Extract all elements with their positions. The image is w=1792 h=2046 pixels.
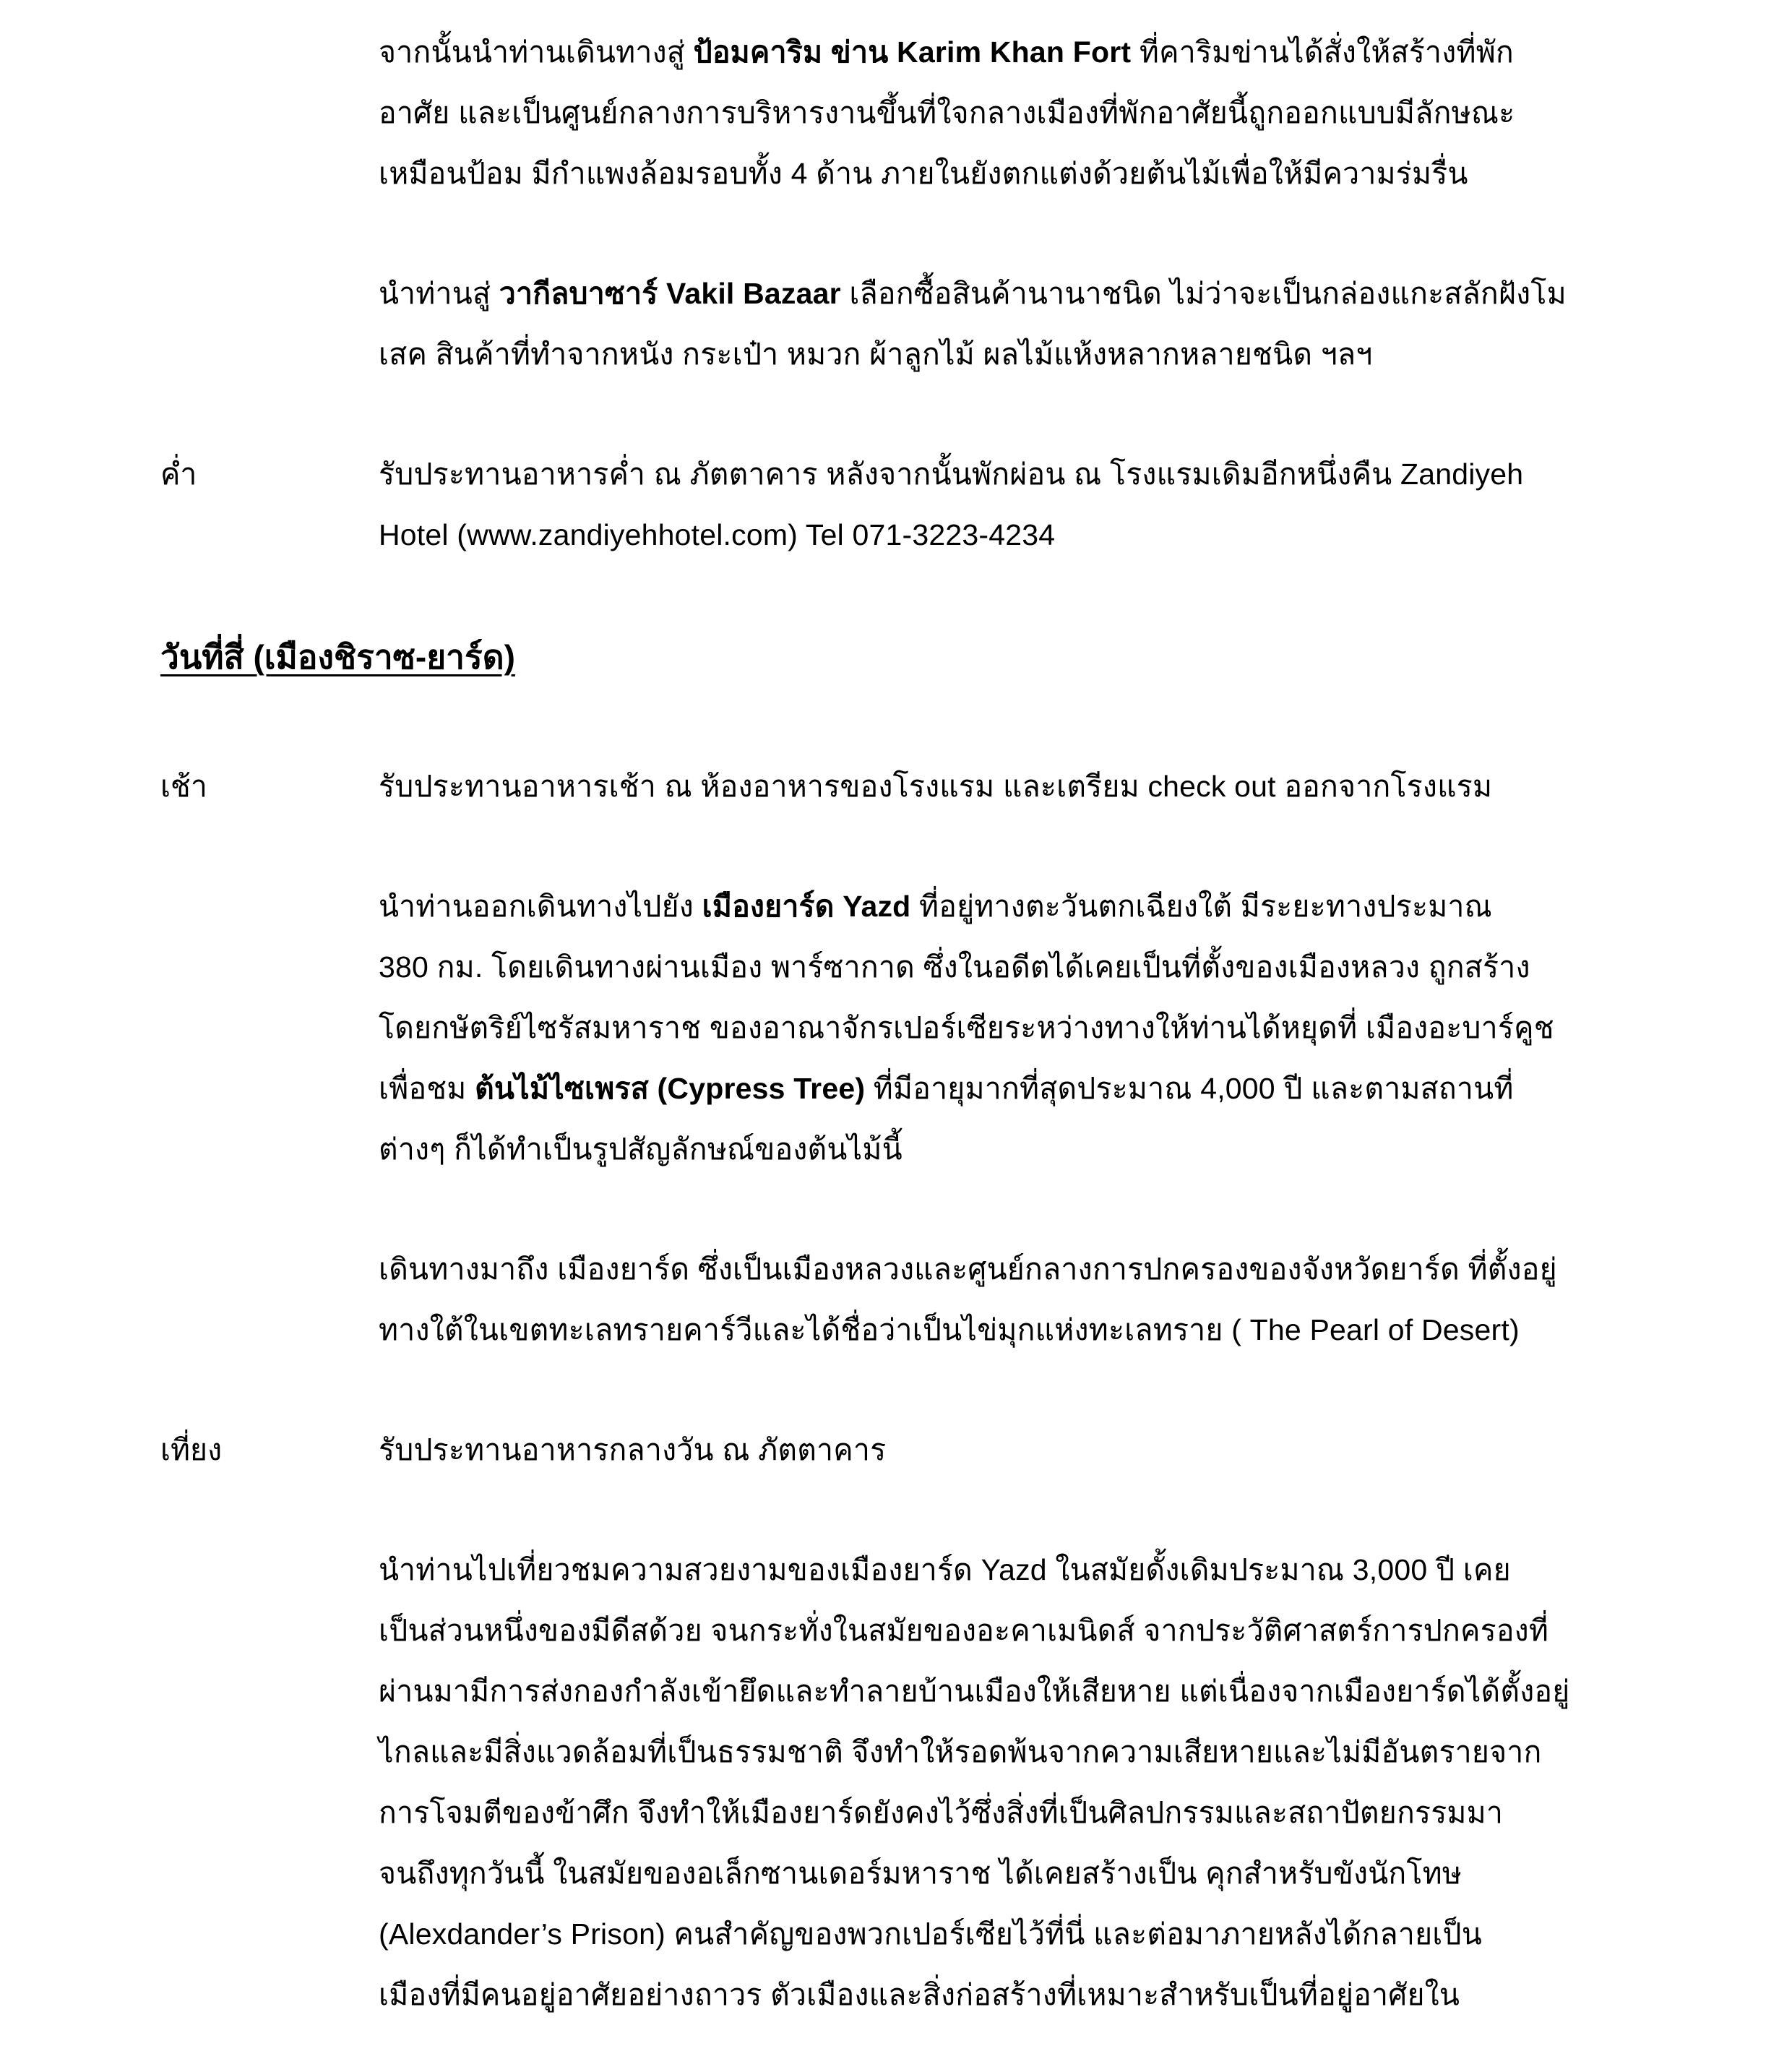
paragraph-karim-khan-line-1 bbox=[379, 33, 1514, 71]
meal-label-lunch: เที่ยง bbox=[160, 1433, 223, 1466]
paragraph-yazd-history-line-1: นำท่านไปเที่ยวชมความสวยงามของเมืองยาร์ด Yazd ในสมัยดั้งเดิมประมาณ 3,000 ปี เคย bbox=[379, 1553, 1511, 1586]
dinner-line-2: Hotel (www.zandiyehhotel.com) Tel 071-3223-4234 bbox=[379, 518, 1056, 551]
paragraph-yazd-arrival-line-2: ทางใต้ในเขตทะเลทรายคาร์วีและได้ชื่อว่าเป็นไข่มุกแห่งทะเลทราย ( The Pearl of Desert) bbox=[379, 1313, 1520, 1346]
meal-label-morning: เช้า bbox=[160, 770, 207, 803]
text-segment: นำท่านออกเดินทางไปยัง bbox=[379, 890, 702, 923]
paragraph-karim-khan-line-3: เหมือนป้อม มีกำแพงล้อมรอบทั้ง 4 ด้าน ภายในยังตกแต่งด้วยต้นไม้เพื่อให้มีความร่มรื่น bbox=[379, 157, 1468, 190]
text-segment: นำท่านสู่ bbox=[379, 277, 499, 310]
meal-label-dinner: ค่ำ bbox=[160, 457, 197, 491]
paragraph-vakil-bazaar-line-1 bbox=[379, 275, 1567, 312]
dinner-line-1: รับประทานอาหารค่ำ ณ ภัตตาคาร หลังจากนั้นพักผ่อน ณ โรงแรมเดิมอีกหนึ่งคืน Zandiyeh bbox=[379, 457, 1524, 491]
lunch-line-1: รับประทานอาหารกลางวัน ณ ภัตตาคาร bbox=[379, 1433, 887, 1466]
paragraph-yazd-history-line-8: เมืองที่มีคนอยู่อาศัยอย่างถาวร ตัวเมืองและสิ่งก่อสร้างที่เหมาะสำหรับเป็นที่อยู่อาศัยใน bbox=[379, 1978, 1460, 2011]
day-heading: วันที่สี่ (เมืองชิราซ-ยาร์ด) bbox=[160, 638, 515, 676]
morning-line-1: รับประทานอาหารเช้า ณ ห้องอาหารของโรงแรม และเตรียม check out ออกจากโรงแรม bbox=[379, 770, 1493, 803]
paragraph-yazd-history-line-4: ไกลและมีสิ่งแวดล้อมที่เป็นธรรมชาติ จึงทำให้รอดพ้นจากความเสียหายและไม่มีอันตรายจาก bbox=[379, 1735, 1542, 1768]
paragraph-yazd-history-line-3: ผ่านมามีการส่งกองกำลังเข้ายึดและทำลายบ้านเมืองให้เสียหาย แต่เนื่องจากเมืองยาร์ดได้ตั้งอยู่ bbox=[379, 1675, 1570, 1708]
paragraph-yazd-travel-line-4 bbox=[379, 1070, 1514, 1107]
paragraph-yazd-travel-line-1 bbox=[379, 887, 1492, 925]
bold-place-name: ป้อมคาริม ข่าน Karim Khan Fort bbox=[693, 35, 1132, 69]
text-segment: เพื่อชม bbox=[379, 1072, 475, 1105]
paragraph-yazd-arrival-line-1: เดินทางมาถึง เมืองยาร์ด ซึ่งเป็นเมืองหลวงและศูนย์กลางการปกครองของจังหวัดยาร์ด ที่ตั้งอยู่ bbox=[379, 1252, 1557, 1286]
paragraph-yazd-history-line-7: (Alexdander’s Prison) คนสำคัญของพวกเปอร์เซียไว้ที่นี่ และต่อมาภายหลังได้กลายเป็น bbox=[379, 1917, 1482, 1951]
bold-place-name: เมืองยาร์ด Yazd bbox=[702, 890, 911, 923]
paragraph-yazd-history-line-5: การโจมตีของข้าศึก จึงทำให้เมืองยาร์ดยังคงไว้ซึ่งสิ่งที่เป็นศิลปกรรมและสถาปัตยกรรมมา bbox=[379, 1796, 1504, 1829]
text-segment: จากนั้นนำท่านเดินทางสู่ bbox=[379, 35, 694, 69]
text-segment: เลือกซื้อสินค้านานาชนิด ไม่ว่าจะเป็นกล่องแกะสลักฝังโม bbox=[840, 277, 1567, 310]
text-segment: ที่อยู่ทางตะวันตกเฉียงใต้ มีระยะทางประมาณ bbox=[910, 890, 1492, 923]
paragraph-yazd-travel-line-3: โดยกษัตริย์ไซรัสมหาราช ของอาณาจักรเปอร์เซียระหว่างทางให้ท่านได้หยุดที่ เมืองอะบาร์คูช bbox=[379, 1011, 1554, 1044]
paragraph-yazd-travel-line-5: ต่างๆ ก็ได้ทำเป็นรูปสัญลักษณ์ของต้นไม้นี้ bbox=[379, 1132, 903, 1166]
paragraph-yazd-history-line-2: เป็นส่วนหนึ่งของมีดีสด้วย จนกระทั่งในสมัยของอะคาเมนิดส์ จากประวัติศาสตร์การปกครองที่ bbox=[379, 1614, 1549, 1647]
paragraph-vakil-bazaar-line-2: เสค สินค้าที่ทำจากหนัง กระเป๋า หมวก ผ้าลูกไม้ ผลไม้แห้งหลากหลายชนิด ฯลฯ bbox=[379, 338, 1373, 371]
bold-place-name: ต้นไม้ไซเพรส (Cypress Tree) bbox=[475, 1072, 866, 1105]
paragraph-yazd-travel-line-2: 380 กม. โดยเดินทางผ่านเมือง พาร์ซากาด ซึ่งในอดีตได้เคยเป็นที่ตั้งของเมืองหลวง ถูกสร้าง bbox=[379, 950, 1530, 984]
paragraph-karim-khan-line-2: อาศัย และเป็นศูนย์กลางการบริหารงานขึ้นที่ใจกลางเมืองที่พักอาศัยนี้ถูกออกแบบมีลักษณะ bbox=[379, 96, 1515, 129]
paragraph-yazd-history-line-6: จนถึงทุกวันนี้ ในสมัยของอเล็กซานเดอร์มหาราช ได้เคยสร้างเป็น คุกสำหรับขังนักโทษ bbox=[379, 1857, 1463, 1890]
text-segment: ที่มีอายุมากที่สุดประมาณ 4,000 ปี และตามสถานที่ bbox=[865, 1072, 1514, 1105]
bold-place-name: วากีลบาซาร์ Vakil Bazaar bbox=[499, 277, 841, 310]
text-segment: ที่คาริมข่านได้สั่งให้สร้างที่พัก bbox=[1131, 35, 1514, 69]
